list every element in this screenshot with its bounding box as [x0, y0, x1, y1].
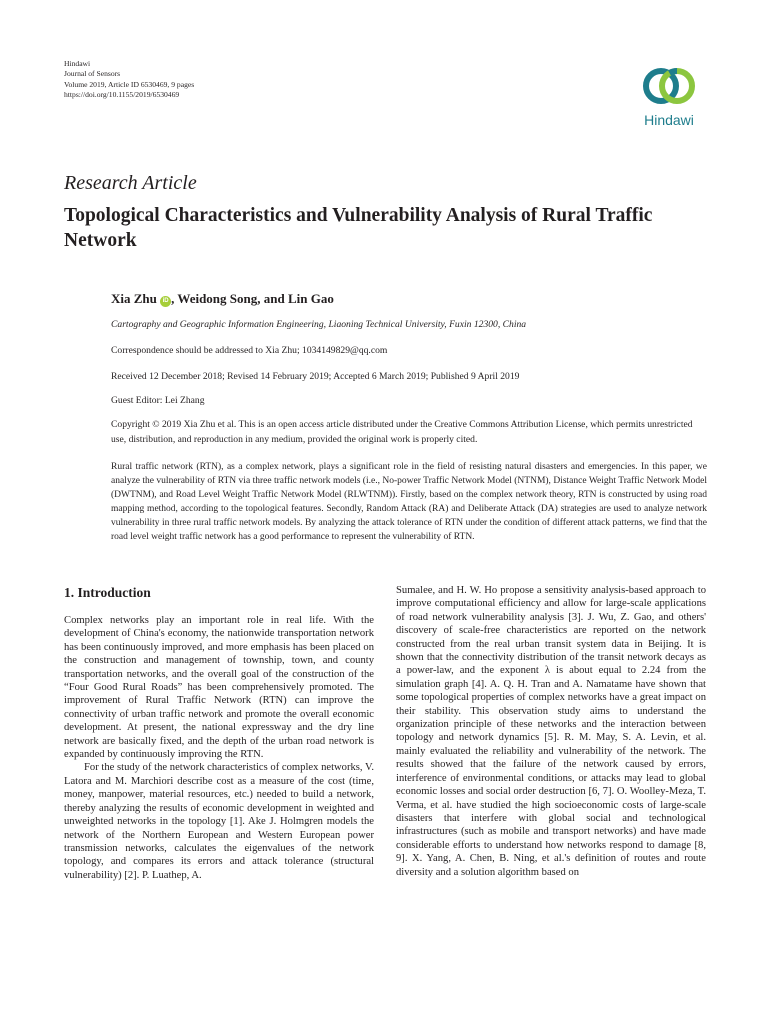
- volume-info: Volume 2019, Article ID 6530469, 9 pages: [64, 79, 195, 89]
- hindawi-logo: [630, 62, 708, 132]
- first-author: Xia Zhu: [111, 291, 157, 306]
- orcid-icon[interactable]: iD: [160, 296, 171, 307]
- copyright-notice: Copyright © 2019 Xia Zhu et al. This is an open access article distributed under the Creative Commons Attribution License, which permits unrestricted use, distribution, and reproduction in any medium, provided the original work is properly cited.: [111, 419, 693, 445]
- affiliation: Cartography and Geographic Information Engineering, Liaoning Technical University, Fuxin 12300, China: [111, 319, 527, 330]
- other-authors: , Weidong Song, and Lin Gao: [171, 291, 334, 306]
- intro-paragraph-1: Complex networks play an important role in real life. With the development of China's economy, the nationwide transportation network has been continuously improved, and more emphasis has been placed on the construction and management of township, town, and county transportation networks, and the overall goal of the construction of the “Four Good Rural Roads” has been comprehensively promoted. The improvement of Rural Traffic Network (RTN) can improve the connectivity of urban traffic network and promote the overall economic development. At present, the national expressway and the dry line network are basically fixed, and the depth of the urban road network is expanded by continuously improving the RTN.: [64, 615, 374, 761]
- section-heading: 1. Introduction: [64, 585, 151, 600]
- left-column: [64, 584, 374, 882]
- logo-text: Hindawi: [644, 112, 694, 128]
- paper-title: Topological Characteristics and Vulnerability Analysis of Rural Traffic Network: [64, 205, 653, 251]
- journal-header: [64, 59, 194, 101]
- guest-editor: Guest Editor: Lei Zhang: [111, 395, 205, 406]
- article-type: Research Article: [64, 172, 197, 194]
- intro-paragraph-2: For the study of the network characteristics of complex networks, V. Latora and M. Marchiori describe cost as a measure of the cost (time, money, manpower, material resources, etc.) needed to build a network, thereby analyzing the results of economic development in weighted and unweighted networks in the topology [1]. Ake J. Holmgren models the network of the Northern European and Western European power transmission networks, calculates the eigenvalues of the network topology, and compares its errors and attack tolerance (structural vulnerability) [2]. P. Luathep, A.: [64, 762, 374, 881]
- doi-link[interactable]: https://doi.org/10.1155/2019/6530469: [64, 90, 180, 100]
- publication-dates: Received 12 December 2018; Revised 14 February 2019; Accepted 6 March 2019; Published 9 April 2019: [111, 371, 520, 382]
- author-list: [111, 291, 334, 307]
- correspondence: Correspondence should be addressed to Xia Zhu; 1034149829@qq.com: [111, 345, 388, 356]
- publisher-name: Hindawi: [64, 59, 91, 68]
- intro-paragraph-3: Sumalee, and H. W. Ho propose a sensitivity analysis-based approach to improve computational efficiency and allow for large-scale applications of road network vulnerability analysis [3]. J. Wu, Z. Gao, and others' discovery of scale-free characteristics are reported on the network constructed from the real urban transit system data in Beijing. It is shown that the connectivity distribution of the transit network decays as a power-law, and the exponent λ is about equal to 2.24 from the simulation graph [4]. A. Q. H. Tran and A. Namatame have shown that some topological properties of complex networks have a great impact on their stability. This observation study aims to understand the organization principle of these networks and the interaction between topology and network dynamics [5]. R. M. May, S. A. Levin, et al. mainly evaluated the reliability and vulnerability of the network. The results showed that the failure of the network caused by errors, interference of environmental conditions, or attacks may lead to global economic losses and social order destruction [6, 7]. O. Woolley-Meza, T. Verma, et al. have studied the high socioeconomic costs of large-scale disasters that interfere with global social and technological infrastructures (such as mobile and transport networks) and have made considerable efforts to understand how networks respond to damage [8, 9]. X. Yang, A. Chen, B. Ning, et al.'s definition of routes and route diversity and a solution algorithm based on: [396, 585, 706, 878]
- interlocking-rings-icon: [640, 62, 698, 110]
- abstract: Rural traffic network (RTN), as a complex network, plays a significant role in the field of resisting natural disasters and emergencies. In this paper, we analyze the vulnerability of RTN via three traffic network models (i.e., No-power Traffic Network Model (NTNM), Distance Weight Traffic Network Model (DWTNM), and Road Level Weight Traffic Network Model (RLWTNM)). Firstly, based on the complex network theory, RTN is constructed by using road mapping method, according to the topological features. Secondly, Random Attack (RA) and Deliberate Attack (DA) strategies are used to analyze network vulnerability in three rural traffic network models. By analyzing the attack tolerance of RTN under the condition of different attack patterns, we find that the road level weight traffic network has a good performance to represent the vulnerability of RTN.: [111, 462, 707, 542]
- journal-name: Journal of Sensors: [64, 69, 121, 79]
- right-column: [396, 584, 706, 879]
